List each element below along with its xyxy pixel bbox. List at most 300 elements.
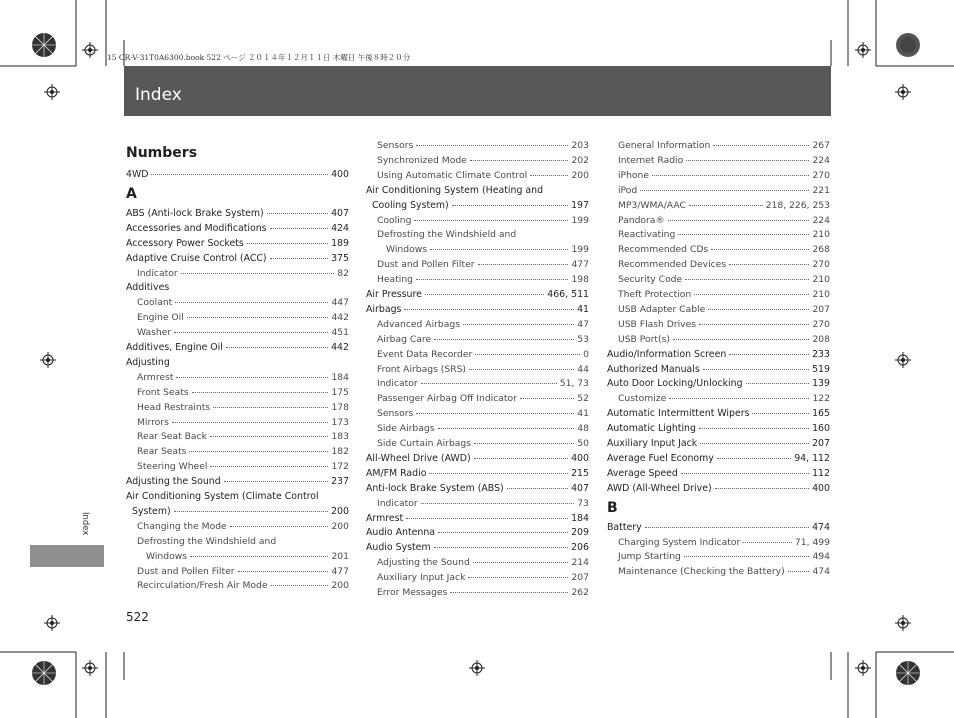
index-entry-term: Indicator [377, 378, 418, 390]
index-entry [618, 227, 830, 242]
leader-dots [474, 457, 568, 459]
index-entry [126, 221, 349, 236]
registration-mark-icon [82, 660, 98, 676]
index-entry [366, 466, 589, 481]
index-entry-term: Anti-lock Brake System (ABS) [366, 482, 504, 494]
index-entry [137, 564, 349, 579]
leader-dots [174, 510, 328, 512]
registration-mark-icon [40, 352, 56, 368]
index-entry-page: 207 [812, 303, 830, 315]
index-entry [377, 585, 589, 600]
leader-dots [151, 173, 328, 175]
leader-dots [717, 457, 791, 459]
index-entry-term: Front Seats [137, 386, 189, 398]
index-entry-page: 184 [331, 371, 349, 383]
leader-dots [181, 272, 335, 274]
index-entry-term: Automatic Lighting [607, 423, 696, 435]
leader-dots [414, 219, 568, 221]
index-entry [607, 347, 830, 362]
index-entry [618, 391, 830, 406]
leader-dots [174, 331, 328, 333]
index-entry-term: Adjusting [126, 356, 170, 368]
index-entry [377, 406, 589, 421]
leader-dots [430, 248, 568, 250]
index-entry [126, 167, 349, 182]
leader-dots [681, 472, 809, 474]
index-entry-term: Internet Radio [618, 154, 684, 166]
index-entry [137, 519, 349, 534]
index-entry [137, 295, 349, 310]
index-entry [618, 257, 830, 272]
index-entry-page: 202 [571, 154, 589, 166]
index-section-heading: A [126, 185, 137, 202]
index-entry [366, 481, 589, 496]
leader-dots [450, 591, 568, 593]
index-entry-term: Adjusting the Sound [377, 557, 470, 569]
index-entry [366, 287, 589, 302]
index-entry-term: Front Airbags (SRS) [377, 363, 466, 375]
index-entry-page: 206 [571, 542, 589, 554]
index-entry-page: 165 [812, 408, 830, 420]
index-entry-term: Adaptive Cruise Control (ACC) [126, 252, 267, 264]
leader-dots [468, 576, 568, 578]
color-registration-rosette-icon [31, 32, 57, 58]
index-entry-term: Maintenance (Checking the Battery) [618, 566, 785, 578]
index-entry [366, 525, 589, 540]
leader-dots [434, 546, 569, 548]
leader-dots [270, 227, 329, 229]
leader-dots [271, 584, 329, 586]
index-entry [137, 266, 349, 281]
index-entry-term: Accessories and Modifications [126, 222, 267, 234]
index-entry [137, 385, 349, 400]
leader-dots [416, 278, 568, 280]
index-entry-term: Recommended CDs [618, 244, 709, 256]
index-entry [618, 213, 830, 228]
index-entry-page: 41 [577, 303, 589, 315]
index-entry-page: 44 [577, 363, 589, 375]
index-entry-term: Auxiliary Input Jack [607, 438, 698, 449]
leader-dots [685, 278, 809, 280]
index-entry-page: 214 [571, 557, 589, 569]
index-entry [618, 332, 830, 347]
index-section-heading: Numbers [126, 145, 198, 161]
index-entry-page: 189 [331, 237, 349, 249]
index-entry [618, 138, 830, 153]
leader-dots [213, 406, 328, 408]
index-entry-page: 424 [331, 222, 349, 234]
index-entry [618, 564, 830, 579]
index-entry-term: Changing the Mode [137, 520, 227, 532]
index-entry-page: 447 [331, 297, 349, 309]
index-entry-term: Pandora® [618, 214, 665, 226]
leader-dots [189, 450, 328, 452]
index-entry-term: Additives, Engine Oil [126, 342, 223, 353]
index-entry-page: 160 [812, 423, 830, 435]
index-entry-page: 199 [571, 214, 589, 226]
index-entry-page: 201 [331, 550, 349, 562]
index-entry-term: Coolant [137, 297, 173, 309]
index-entry-term: Charging System Indicator [618, 536, 741, 548]
index-entry [377, 347, 589, 362]
index-entry-term: iPod [618, 184, 638, 196]
index-entry-term: Security Code [618, 274, 683, 286]
index-entry [366, 183, 589, 198]
index-entry-page: 400 [331, 169, 349, 180]
leader-dots [416, 412, 574, 414]
index-entry-page: 0 [583, 348, 589, 360]
index-entry [372, 198, 589, 213]
index-entry-page: 494 [812, 551, 830, 563]
leader-dots [438, 427, 575, 429]
index-entry [618, 153, 830, 168]
index-entry-term: Armrest [366, 512, 404, 524]
index-entry-term: Automatic Intermittent Wipers [607, 408, 750, 420]
index-entry [618, 302, 830, 317]
leader-dots [703, 368, 809, 370]
index-entry-term: System) [132, 505, 171, 517]
index-entry-term: Using Automatic Climate Control [377, 169, 528, 181]
index-entry-term: Defrosting the Windshield and [377, 229, 517, 241]
index-entry [126, 206, 349, 221]
index-entry [126, 474, 349, 489]
index-entry-page: 173 [331, 416, 349, 428]
index-entry [137, 325, 349, 340]
index-entry-term: Average Fuel Economy [607, 452, 714, 464]
leader-dots [421, 502, 575, 504]
leader-dots [210, 465, 328, 467]
index-entry-page: 53 [577, 333, 589, 345]
index-entry-page: 200 [571, 169, 589, 181]
index-entry [377, 227, 589, 242]
leader-dots [711, 248, 809, 250]
index-entry-page: 48 [577, 423, 589, 435]
leader-dots [699, 323, 809, 325]
leader-dots [470, 159, 569, 161]
index-entry-page: 474 [812, 566, 830, 578]
leader-dots [743, 541, 792, 543]
index-entry [377, 153, 589, 168]
index-entry-page: 73 [577, 497, 589, 509]
index-entry-page: 519 [812, 363, 830, 375]
index-entry-term: Indicator [377, 497, 418, 509]
index-entry [137, 429, 349, 444]
index-entry-term: Air Pressure [366, 289, 422, 300]
leader-dots [715, 487, 809, 489]
leader-dots [729, 353, 809, 355]
side-tab [30, 545, 104, 567]
leader-dots [645, 526, 809, 528]
index-entry-term: USB Port(s) [618, 333, 670, 345]
index-entry-page: 221 [812, 184, 830, 196]
leader-dots [175, 301, 328, 303]
index-entry-term: Washer [137, 327, 172, 339]
index-entry-page: 112 [812, 467, 830, 479]
registration-mark-icon [895, 615, 911, 631]
index-entry [366, 451, 589, 466]
index-entry-page: 267 [812, 140, 830, 151]
index-entry-page: 268 [812, 244, 830, 256]
index-entry-term: All-Wheel Drive (AWD) [366, 452, 471, 464]
index-entry-term: Audio/Information Screen [607, 348, 727, 360]
index-entry-page: 270 [812, 318, 830, 330]
index-entry-term: Cooling System) [372, 199, 449, 211]
leader-dots [176, 376, 328, 378]
index-entry-page: 198 [571, 274, 589, 286]
index-entry-page: 82 [337, 267, 349, 279]
index-entry-term: Auto Door Locking/Unlocking [607, 378, 743, 390]
index-entry [618, 535, 830, 550]
registration-mark-icon [855, 660, 871, 676]
leader-dots [421, 382, 557, 384]
leader-dots [694, 293, 809, 295]
index-entry-term: Indicator [137, 267, 178, 279]
index-entry [126, 236, 349, 251]
index-entry-page: 50 [577, 438, 589, 449]
leader-dots [673, 338, 810, 340]
index-entry-page: 52 [577, 393, 589, 405]
index-entry-page: 442 [331, 312, 349, 324]
leader-dots [520, 397, 574, 399]
index-entry [137, 534, 349, 549]
index-entry-term: Sensors [377, 408, 414, 420]
index-entry [618, 168, 830, 183]
leader-dots [416, 144, 568, 146]
index-entry [377, 436, 589, 451]
index-entry-page: 47 [577, 318, 589, 330]
index-entry-page: 400 [571, 452, 589, 464]
leader-dots [788, 570, 810, 572]
leader-dots [190, 555, 328, 557]
index-entry-term: Event Data Recorder [377, 348, 473, 360]
index-entry-page: 451 [331, 327, 349, 339]
side-tab-label: Index [80, 512, 90, 536]
index-entry-page: 400 [812, 482, 830, 494]
index-entry-page: 210 [812, 289, 830, 300]
leader-dots [713, 144, 809, 146]
leader-dots [452, 204, 568, 206]
index-entry [366, 511, 589, 526]
index-entry [137, 400, 349, 415]
index-entry [137, 310, 349, 325]
leader-dots [230, 525, 329, 527]
leader-dots [438, 531, 568, 533]
index-entry [126, 355, 349, 370]
index-entry-page: 41 [577, 408, 589, 420]
leader-dots [172, 421, 329, 423]
registration-mark-icon [895, 352, 911, 368]
index-entry-page: 442 [331, 342, 349, 353]
leader-dots [473, 561, 569, 563]
index-entry [146, 549, 349, 564]
leader-dots [404, 308, 574, 310]
index-entry [377, 376, 589, 391]
index-entry [607, 451, 830, 466]
leader-dots [425, 293, 544, 295]
index-entry-term: Defrosting the Windshield and [137, 535, 277, 547]
leader-dots [187, 316, 329, 318]
index-entry-term: Air Conditioning System (Climate Control [126, 491, 319, 502]
index-entry-page: 270 [812, 169, 830, 181]
index-entry-page: 172 [331, 461, 349, 473]
leader-dots [475, 353, 580, 355]
leader-dots [238, 570, 329, 572]
index-entry-term: Theft Protection [618, 289, 692, 300]
index-entry-page: 477 [331, 565, 349, 577]
leader-dots [406, 517, 568, 519]
leader-dots [530, 174, 568, 176]
leader-dots [668, 219, 810, 221]
index-entry-term: Airbags [366, 303, 402, 315]
index-entry [618, 317, 830, 332]
index-entry-term: Side Airbags [377, 423, 435, 435]
leader-dots [652, 174, 809, 176]
color-registration-rosette-icon [895, 660, 921, 686]
index-entry-page: 175 [331, 386, 349, 398]
leader-dots [507, 487, 568, 489]
index-entry [377, 317, 589, 332]
index-entry-term: Recommended Devices [618, 259, 727, 271]
leader-dots [478, 263, 569, 265]
index-entry-page: 94, 112 [794, 452, 830, 464]
index-entry-term: iPhone [618, 169, 650, 181]
index-entry-page: 182 [331, 446, 349, 458]
index-entry-term: AM/FM Radio [366, 467, 427, 479]
index-entry-page: 477 [571, 259, 589, 271]
index-entry-page: 208 [812, 333, 830, 345]
registration-mark-icon [44, 84, 60, 100]
index-entry [137, 444, 349, 459]
leader-dots [226, 346, 328, 348]
index-entry-term: Mirrors [137, 416, 169, 428]
index-entry-page: 233 [812, 348, 830, 360]
index-entry-term: Head Restraints [137, 401, 211, 413]
index-entry [618, 183, 830, 198]
index-entry [366, 302, 589, 317]
index-entry-term: Auxiliary Input Jack [377, 572, 466, 584]
index-entry-term: Authorized Manuals [607, 363, 700, 375]
index-entry [126, 489, 349, 504]
index-entry-page: 215 [571, 467, 589, 479]
index-entry [377, 272, 589, 287]
registration-mark-icon [469, 660, 485, 676]
color-registration-rosette-icon [31, 660, 57, 686]
index-entry-term: Average Speed [607, 467, 678, 479]
leader-dots [669, 397, 809, 399]
index-entry [377, 213, 589, 228]
index-entry [618, 549, 830, 564]
index-entry-term: Dust and Pollen Filter [137, 565, 235, 577]
index-entry-term: Reactivating [618, 229, 676, 241]
color-registration-solid-icon [895, 32, 921, 58]
index-entry [137, 415, 349, 430]
registration-mark-icon [895, 84, 911, 100]
index-entry-term: Armrest [137, 371, 174, 383]
index-entry [366, 540, 589, 555]
index-entry-page: 203 [571, 140, 589, 151]
index-entry [137, 459, 349, 474]
index-entry-term: 4WD [126, 169, 149, 180]
index-entry [618, 272, 830, 287]
index-entry-page: 200 [331, 520, 349, 532]
page-number: 522 [126, 610, 149, 624]
index-entry-term: Sensors [377, 140, 414, 151]
leader-dots [463, 323, 574, 325]
index-entry [618, 242, 830, 257]
index-entry [607, 520, 830, 535]
leader-dots [678, 233, 809, 235]
index-entry-page: 262 [571, 587, 589, 598]
index-entry [377, 496, 589, 511]
index-entry-page: 209 [571, 527, 589, 539]
index-entry-term: Audio Antenna [366, 527, 436, 539]
registration-mark-icon [82, 42, 98, 58]
index-entry-page: 218, 226, 253 [765, 199, 830, 211]
index-entry-page: 237 [331, 476, 349, 488]
index-entry-page: 51, 73 [559, 378, 589, 390]
leader-dots [247, 242, 328, 244]
index-entry [607, 481, 830, 496]
index-entry-page: 183 [331, 431, 349, 443]
index-entry-page: 466, 511 [547, 289, 589, 300]
leader-dots [192, 391, 329, 393]
index-entry-term: Battery [607, 521, 642, 533]
index-entry-term: Recirculation/Fresh Air Mode [137, 580, 268, 592]
leader-dots [699, 427, 809, 429]
index-entry-page: 207 [571, 572, 589, 584]
index-entry-page: 375 [331, 252, 349, 264]
index-section-heading: B [607, 499, 618, 516]
index-entry-page: 200 [331, 580, 349, 592]
index-entry [377, 421, 589, 436]
index-entry-term: Windows [386, 244, 428, 256]
index-entry [607, 376, 830, 391]
index-entry-term: Air Conditioning System (Heating and [366, 184, 544, 196]
leader-dots [729, 263, 809, 265]
index-entry [377, 257, 589, 272]
leader-dots [686, 159, 809, 161]
index-entry-term: Customize [618, 393, 667, 405]
index-entry-page: 178 [331, 401, 349, 413]
title-bar [124, 66, 831, 116]
index-entry [126, 340, 349, 355]
index-entry-term: USB Adapter Cable [618, 303, 706, 315]
index-entry [377, 362, 589, 377]
index-entry-page: 71, 499 [794, 536, 830, 548]
index-entry [386, 242, 589, 257]
index-entry [607, 362, 830, 377]
index-entry-page: 224 [812, 154, 830, 166]
leader-dots [640, 189, 809, 191]
page-title: Index [135, 85, 182, 105]
leader-dots [746, 382, 810, 384]
index-entry-term: Engine Oil [137, 312, 184, 324]
leader-dots [267, 212, 328, 214]
index-entry-page: 407 [331, 207, 349, 219]
index-entry [607, 466, 830, 481]
leader-dots [434, 338, 574, 340]
index-entry-page: 122 [812, 393, 830, 405]
leader-dots [474, 442, 574, 444]
index-entry-page: 207 [812, 438, 830, 449]
leader-dots [752, 412, 809, 414]
index-entry [377, 570, 589, 585]
index-entry [607, 406, 830, 421]
index-entry [132, 504, 349, 519]
index-entry-page: 210 [812, 274, 830, 286]
index-entry-term: Error Messages [377, 587, 448, 598]
index-entry [126, 280, 349, 295]
